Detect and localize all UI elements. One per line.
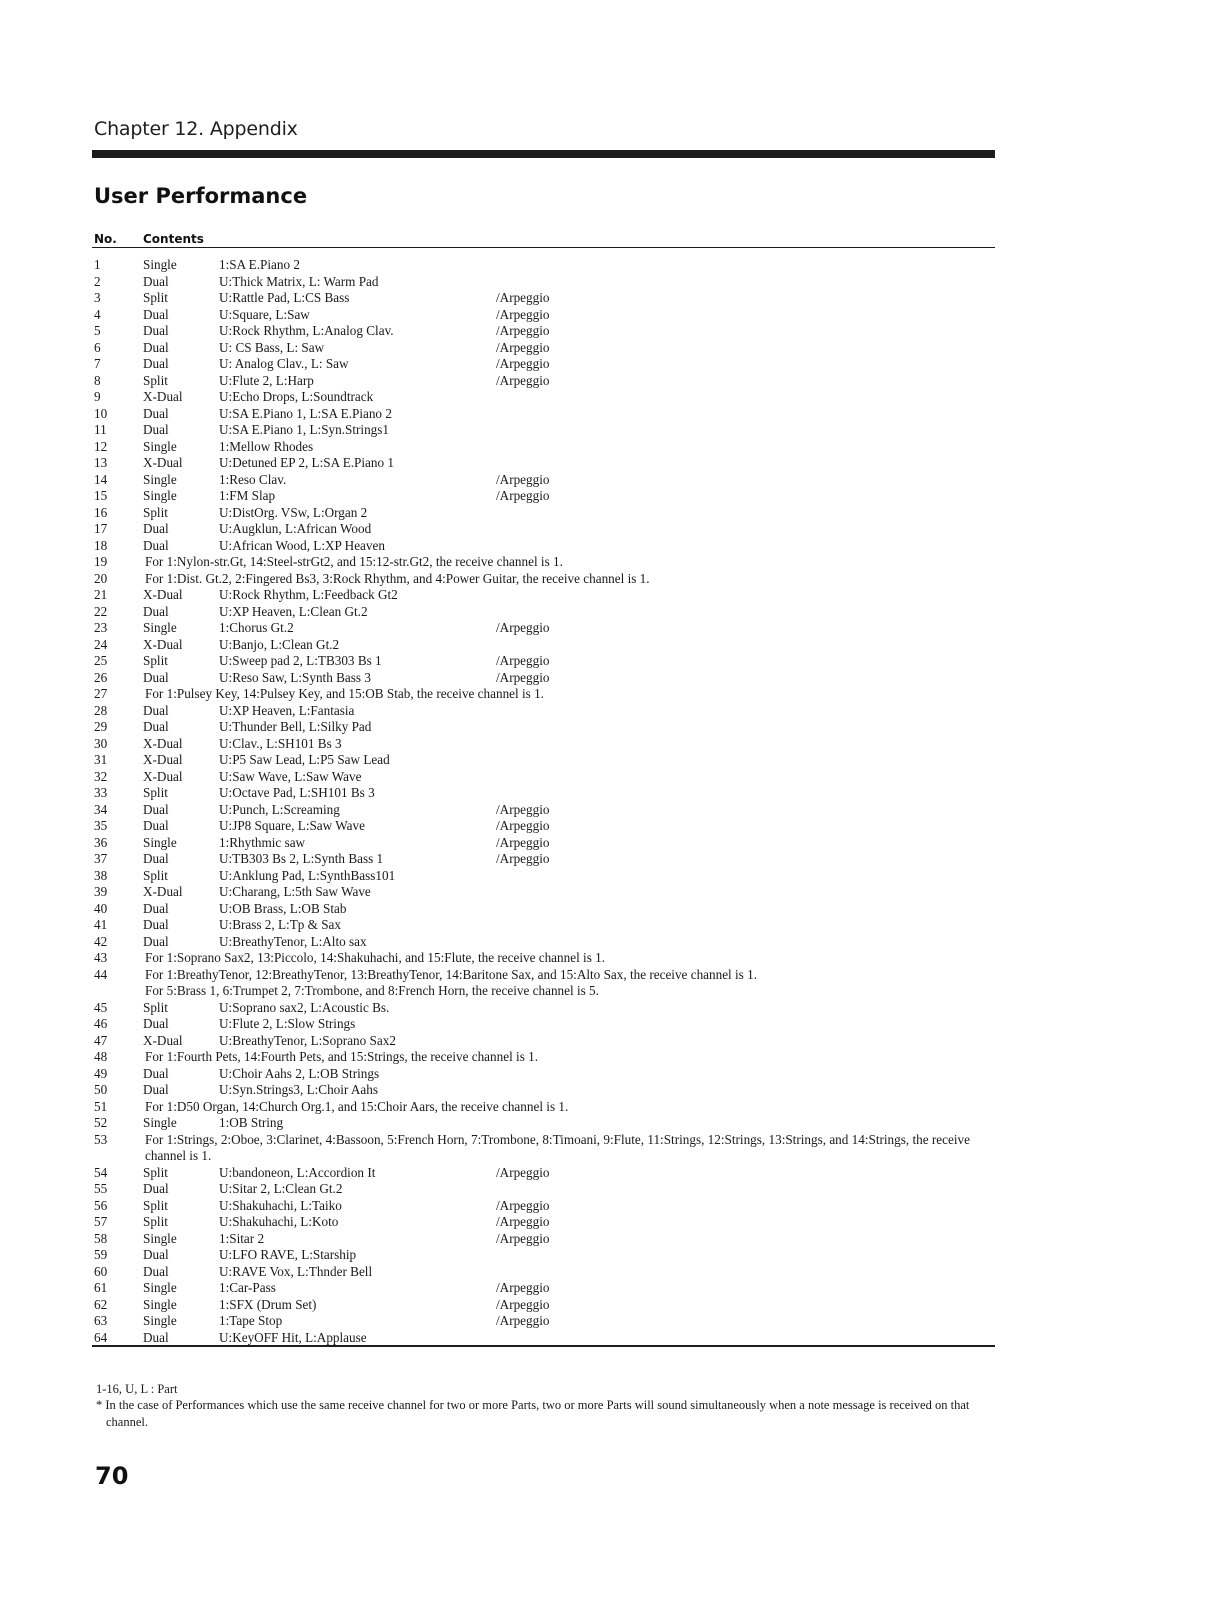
row-type: Split bbox=[143, 372, 168, 388]
row-arpeggio: /Arpeggio bbox=[496, 851, 550, 866]
row-number: 15 bbox=[94, 488, 108, 503]
row-number: 58 bbox=[94, 1230, 108, 1246]
row-type: X-Dual bbox=[143, 455, 183, 470]
table-row bbox=[94, 1049, 994, 1066]
row-parts: U:KeyOFF Hit, L:Applause bbox=[219, 1329, 367, 1345]
row-parts: U:Echo Drops, L:Soundtrack bbox=[219, 389, 374, 404]
row-arpeggio: /Arpeggio bbox=[496, 818, 550, 833]
table-row bbox=[94, 1000, 994, 1017]
row-type: Dual bbox=[143, 1181, 169, 1196]
table-row bbox=[94, 356, 994, 373]
row-parts: 1:Car-Pass bbox=[219, 1280, 276, 1295]
row-parts: U:Rock Rhythm, L:Feedback Gt2 bbox=[219, 587, 398, 602]
row-parts: U:Sweep pad 2, L:TB303 Bs 1 bbox=[219, 653, 382, 668]
table-row bbox=[94, 323, 994, 340]
row-type: Single bbox=[143, 471, 177, 487]
section-title: User Performance bbox=[94, 184, 308, 208]
row-number: 51 bbox=[94, 1098, 108, 1114]
row-type: X-Dual bbox=[143, 884, 183, 899]
row-number: 43 bbox=[94, 950, 108, 965]
row-number: 8 bbox=[94, 372, 101, 388]
row-parts: U:DistOrg. VSw, L:Organ 2 bbox=[219, 504, 368, 520]
table-row bbox=[94, 604, 994, 621]
row-type: Single bbox=[143, 1296, 177, 1312]
row-parts: U: CS Bass, L: Saw bbox=[219, 339, 325, 355]
row-type: Single bbox=[143, 1115, 177, 1130]
row-arpeggio: /Arpeggio bbox=[496, 372, 550, 388]
row-number: 1 bbox=[94, 257, 101, 272]
table-row bbox=[94, 785, 994, 802]
row-number: 36 bbox=[94, 834, 108, 850]
table-row bbox=[94, 1247, 994, 1264]
row-number: 11 bbox=[94, 422, 107, 437]
row-parts: U:African Wood, L:XP Heaven bbox=[219, 537, 385, 553]
row-parts: U:XP Heaven, L:Fantasia bbox=[219, 702, 355, 718]
table-row bbox=[94, 1165, 994, 1182]
row-type: Dual bbox=[143, 1263, 169, 1279]
table-row bbox=[94, 373, 994, 390]
row-arpeggio: /Arpeggio bbox=[496, 1164, 550, 1180]
row-parts: U:BreathyTenor, L:Soprano Sax2 bbox=[219, 1032, 396, 1048]
row-parts: U:Clav., L:SH101 Bs 3 bbox=[219, 735, 342, 751]
row-number: 52 bbox=[94, 1115, 108, 1130]
row-parts: U:JP8 Square, L:Saw Wave bbox=[219, 818, 365, 833]
row-number: 45 bbox=[94, 999, 108, 1015]
row-parts: U:Charang, L:5th Saw Wave bbox=[219, 884, 371, 899]
table-row bbox=[94, 1066, 994, 1083]
row-parts: U:Soprano sax2, L:Acoustic Bs. bbox=[219, 999, 390, 1015]
row-arpeggio: /Arpeggio bbox=[496, 356, 550, 371]
row-note: For 1:Fourth Pets, 14:Fourth Pets, and 15:Strings, the receive channel is 1. bbox=[145, 1049, 539, 1064]
table-row bbox=[94, 554, 994, 571]
row-arpeggio: /Arpeggio bbox=[496, 1197, 550, 1213]
table-row bbox=[94, 1264, 994, 1281]
row-number: 23 bbox=[94, 620, 108, 635]
row-number: 63 bbox=[94, 1313, 108, 1328]
row-type: Dual bbox=[143, 273, 169, 289]
row-type: Dual bbox=[143, 405, 169, 421]
table-row bbox=[94, 670, 994, 687]
row-parts: U:Saw Wave, L:Saw Wave bbox=[219, 768, 362, 784]
table-row bbox=[94, 769, 994, 786]
row-type: Split bbox=[143, 1197, 168, 1213]
row-parts: U:Detuned EP 2, L:SA E.Piano 1 bbox=[219, 455, 394, 470]
row-type: Split bbox=[143, 867, 168, 883]
row-parts: U:Punch, L:Screaming bbox=[219, 801, 340, 817]
row-number: 60 bbox=[94, 1263, 108, 1279]
row-parts: U:SA E.Piano 1, L:Syn.Strings1 bbox=[219, 422, 389, 437]
table-row bbox=[94, 686, 994, 703]
row-number: 16 bbox=[94, 504, 108, 520]
row-number: 28 bbox=[94, 702, 108, 718]
row-number: 33 bbox=[94, 785, 108, 800]
row-number: 6 bbox=[94, 339, 101, 355]
row-parts: U:Thick Matrix, L: Warm Pad bbox=[219, 273, 379, 289]
row-number: 4 bbox=[94, 306, 101, 322]
row-parts: U:XP Heaven, L:Clean Gt.2 bbox=[219, 603, 368, 619]
table-row bbox=[94, 1280, 994, 1297]
row-type: Dual bbox=[143, 719, 169, 734]
row-number: 19 bbox=[94, 554, 108, 569]
row-type: Single bbox=[143, 620, 177, 635]
table-row bbox=[94, 538, 994, 555]
row-parts: 1:SA E.Piano 2 bbox=[219, 257, 300, 272]
table-row bbox=[94, 884, 994, 901]
row-note: For 1:Soprano Sax2, 13:Piccolo, 14:Shakuhachi, and 15:Flute, the receive channel is 1. bbox=[145, 950, 606, 965]
row-parts: U:Choir Aahs 2, L:OB Strings bbox=[219, 1065, 380, 1081]
row-note: For 1:Pulsey Key, 14:Pulsey Key, and 15:OB Stab, the receive channel is 1. bbox=[145, 686, 544, 701]
legend: 1-16, U, L : Part bbox=[96, 1382, 178, 1396]
table-row bbox=[94, 950, 994, 967]
row-number: 44 bbox=[94, 966, 108, 982]
table-row bbox=[94, 983, 994, 1000]
row-parts: U:BreathyTenor, L:Alto sax bbox=[219, 933, 367, 949]
table-row bbox=[94, 1115, 994, 1132]
row-type: Split bbox=[143, 653, 168, 668]
row-arpeggio: /Arpeggio bbox=[496, 834, 550, 850]
row-number: 55 bbox=[94, 1181, 108, 1196]
table-row bbox=[94, 1033, 994, 1050]
row-parts: U:LFO RAVE, L:Starship bbox=[219, 1247, 357, 1262]
row-type: Dual bbox=[143, 851, 169, 866]
table-row bbox=[94, 1016, 994, 1033]
row-type: Single bbox=[143, 1313, 177, 1328]
row-parts: U:P5 Saw Lead, L:P5 Saw Lead bbox=[219, 752, 390, 767]
row-arpeggio: /Arpeggio bbox=[496, 471, 550, 487]
table-row bbox=[94, 1297, 994, 1314]
row-number: 39 bbox=[94, 884, 108, 899]
row-number: 38 bbox=[94, 867, 108, 883]
row-number: 9 bbox=[94, 389, 101, 404]
row-number: 5 bbox=[94, 323, 101, 338]
row-parts: U:Flute 2, L:Slow Strings bbox=[219, 1016, 356, 1031]
row-number: 59 bbox=[94, 1247, 108, 1262]
row-note: For 1:Nylon-str.Gt, 14:Steel-strGt2, and 15:12-str.Gt2, the receive channel is 1. bbox=[145, 554, 563, 569]
table-row bbox=[94, 1181, 994, 1198]
row-parts: 1:OB String bbox=[219, 1115, 284, 1130]
row-number: 37 bbox=[94, 851, 108, 866]
row-number: 34 bbox=[94, 801, 108, 817]
table-row bbox=[94, 340, 994, 357]
row-type: Dual bbox=[143, 917, 169, 932]
row-parts: U:Brass 2, L:Tp & Sax bbox=[219, 917, 341, 932]
table-row bbox=[94, 290, 994, 307]
row-number: 31 bbox=[94, 752, 108, 767]
row-note: For 5:Brass 1, 6:Trumpet 2, 7:Trombone, and 8:French Horn, the receive channel is 5. bbox=[145, 983, 599, 998]
row-number: 30 bbox=[94, 735, 108, 751]
table-row bbox=[94, 472, 994, 489]
row-type: Single bbox=[143, 834, 177, 850]
row-number: 14 bbox=[94, 471, 108, 487]
row-type: Single bbox=[143, 1230, 177, 1246]
row-type: X-Dual bbox=[143, 636, 183, 652]
row-note: For 1:BreathyTenor, 12:BreathyTenor, 13:BreathyTenor, 14:Baritone Sax, and 15:Alto Sax, the receive channel is 1. bbox=[145, 966, 757, 982]
row-number: 57 bbox=[94, 1214, 108, 1229]
row-parts: U: Analog Clav., L: Saw bbox=[219, 356, 349, 371]
row-arpeggio: /Arpeggio bbox=[496, 339, 550, 355]
row-arpeggio: /Arpeggio bbox=[496, 290, 550, 305]
table-row bbox=[94, 1231, 994, 1248]
column-header-no: No. bbox=[94, 232, 117, 246]
row-number: 25 bbox=[94, 653, 108, 668]
row-type: Single bbox=[143, 438, 177, 454]
row-parts: 1:FM Slap bbox=[219, 488, 276, 503]
column-header-contents: Contents bbox=[143, 232, 204, 246]
table-row bbox=[94, 752, 994, 769]
table-row bbox=[94, 653, 994, 670]
row-type: Split bbox=[143, 999, 168, 1015]
table-row bbox=[94, 620, 994, 637]
row-note: For 1:D50 Organ, 14:Church Org.1, and 15:Choir Aars, the receive channel is 1. bbox=[145, 1098, 569, 1114]
row-number: 41 bbox=[94, 917, 108, 932]
row-number: 10 bbox=[94, 405, 108, 421]
row-parts: U:bandoneon, L:Accordion It bbox=[219, 1164, 376, 1180]
row-number: 13 bbox=[94, 455, 108, 470]
table-row bbox=[94, 455, 994, 472]
row-type: Dual bbox=[143, 1065, 169, 1081]
row-number: 29 bbox=[94, 719, 108, 734]
row-number: 46 bbox=[94, 1016, 108, 1031]
table-row bbox=[94, 1214, 994, 1231]
row-arpeggio: /Arpeggio bbox=[496, 620, 550, 635]
row-type: Split bbox=[143, 1214, 168, 1229]
row-number: 2 bbox=[94, 273, 101, 289]
row-parts: U:Anklung Pad, L:SynthBass101 bbox=[219, 867, 396, 883]
row-parts: U:OB Brass, L:OB Stab bbox=[219, 900, 347, 916]
row-type: Dual bbox=[143, 422, 169, 437]
row-type: Dual bbox=[143, 521, 169, 536]
table-row bbox=[94, 719, 994, 736]
row-type: Dual bbox=[143, 1329, 169, 1345]
row-parts: 1:Rhythmic saw bbox=[219, 834, 306, 850]
table-row bbox=[94, 1198, 994, 1215]
table-row bbox=[94, 1082, 994, 1099]
row-type: Split bbox=[143, 290, 168, 305]
row-type: Dual bbox=[143, 356, 169, 371]
row-number: 42 bbox=[94, 933, 108, 949]
row-number: 61 bbox=[94, 1280, 108, 1295]
row-parts: U:SA E.Piano 1, L:SA E.Piano 2 bbox=[219, 405, 392, 421]
row-parts: U:Flute 2, L:Harp bbox=[219, 372, 314, 388]
row-parts: 1:Mellow Rhodes bbox=[219, 438, 314, 454]
row-parts: U:Syn.Strings3, L:Choir Aahs bbox=[219, 1082, 378, 1097]
row-number: 27 bbox=[94, 686, 108, 701]
row-type: Dual bbox=[143, 1247, 169, 1262]
row-type: Dual bbox=[143, 669, 169, 685]
table-row bbox=[94, 406, 994, 423]
row-type: Dual bbox=[143, 306, 169, 322]
table-row bbox=[94, 851, 994, 868]
table-row bbox=[94, 587, 994, 604]
row-parts: U:Rattle Pad, L:CS Bass bbox=[219, 290, 350, 305]
row-parts: U:Sitar 2, L:Clean Gt.2 bbox=[219, 1181, 343, 1196]
row-parts: 1:Reso Clav. bbox=[219, 471, 287, 487]
row-type: Single bbox=[143, 257, 177, 272]
row-type: X-Dual bbox=[143, 752, 183, 767]
row-number: 18 bbox=[94, 537, 108, 553]
row-arpeggio: /Arpeggio bbox=[496, 323, 550, 338]
table-row bbox=[94, 439, 994, 456]
header-rule bbox=[92, 247, 995, 248]
row-parts: U:Octave Pad, L:SH101 Bs 3 bbox=[219, 785, 375, 800]
row-number: 12 bbox=[94, 438, 108, 454]
row-parts: U:Banjo, L:Clean Gt.2 bbox=[219, 636, 340, 652]
row-arpeggio: /Arpeggio bbox=[496, 1230, 550, 1246]
row-parts: U:Augklun, L:African Wood bbox=[219, 521, 372, 536]
row-arpeggio: /Arpeggio bbox=[496, 306, 550, 322]
row-arpeggio: /Arpeggio bbox=[496, 488, 550, 503]
row-arpeggio: /Arpeggio bbox=[496, 669, 550, 685]
table-row bbox=[94, 505, 994, 522]
row-number: 48 bbox=[94, 1049, 108, 1064]
row-number: 50 bbox=[94, 1082, 108, 1097]
row-type: Dual bbox=[143, 537, 169, 553]
row-arpeggio: /Arpeggio bbox=[496, 1296, 550, 1312]
row-arpeggio: /Arpeggio bbox=[496, 1313, 550, 1328]
table-row bbox=[94, 917, 994, 934]
row-number: 20 bbox=[94, 570, 108, 586]
row-type: Dual bbox=[143, 1082, 169, 1097]
table-row bbox=[94, 488, 994, 505]
row-type: Dual bbox=[143, 818, 169, 833]
row-number: 62 bbox=[94, 1296, 108, 1312]
row-note: For 1:Dist. Gt.2, 2:Fingered Bs3, 3:Rock Rhythm, and 4:Power Guitar, the receive channel is 1. bbox=[145, 570, 650, 586]
row-type: Dual bbox=[143, 933, 169, 949]
row-type: Split bbox=[143, 1164, 168, 1180]
row-type: X-Dual bbox=[143, 389, 183, 404]
row-parts: 1:Sitar 2 bbox=[219, 1230, 265, 1246]
row-number: 7 bbox=[94, 356, 101, 371]
row-number: 56 bbox=[94, 1197, 108, 1213]
table-row bbox=[94, 934, 994, 951]
table-row bbox=[94, 521, 994, 538]
table-row bbox=[94, 1132, 994, 1165]
row-type: X-Dual bbox=[143, 768, 183, 784]
table-row bbox=[94, 422, 994, 439]
row-note: For 1:Strings, 2:Oboe, 3:Clarinet, 4:Bassoon, 5:French Horn, 7:Trombone, 8:Timoani, 9:Flute, 11:Strings, 12:Strings, 13:Strings, and 14:Strings, the receive channel is 1. bbox=[145, 1131, 970, 1163]
row-arpeggio: /Arpeggio bbox=[496, 653, 550, 668]
table-row bbox=[94, 1330, 994, 1347]
chapter-rule bbox=[92, 150, 995, 158]
row-type: Dual bbox=[143, 801, 169, 817]
page-number: 70 bbox=[95, 1462, 129, 1490]
row-parts: 1:Tape Stop bbox=[219, 1313, 283, 1328]
table-row bbox=[94, 1313, 994, 1330]
row-number: 54 bbox=[94, 1164, 108, 1180]
row-type: Dual bbox=[143, 702, 169, 718]
table-row bbox=[94, 257, 994, 274]
row-type: Single bbox=[143, 488, 177, 503]
row-type: Dual bbox=[143, 1016, 169, 1031]
table-bottom-rule bbox=[92, 1345, 995, 1347]
row-number: 3 bbox=[94, 290, 101, 305]
row-arpeggio: /Arpeggio bbox=[496, 1214, 550, 1229]
row-parts: 1:SFX (Drum Set) bbox=[219, 1296, 317, 1312]
row-number: 22 bbox=[94, 603, 108, 619]
row-type: Split bbox=[143, 504, 168, 520]
table-row bbox=[94, 571, 994, 588]
table-row bbox=[94, 389, 994, 406]
row-type: Dual bbox=[143, 339, 169, 355]
row-number: 53 bbox=[94, 1131, 108, 1147]
table-row bbox=[94, 835, 994, 852]
row-number: 64 bbox=[94, 1329, 108, 1345]
row-type: X-Dual bbox=[143, 1032, 183, 1048]
row-parts: U:Shakuhachi, L:Koto bbox=[219, 1214, 339, 1229]
row-number: 35 bbox=[94, 818, 108, 833]
row-type: Dual bbox=[143, 323, 169, 338]
row-parts: 1:Chorus Gt.2 bbox=[219, 620, 294, 635]
table-row bbox=[94, 637, 994, 654]
row-type: Single bbox=[143, 1280, 177, 1295]
row-parts: U:TB303 Bs 2, L:Synth Bass 1 bbox=[219, 851, 384, 866]
row-parts: U:Reso Saw, L:Synth Bass 3 bbox=[219, 669, 371, 685]
performance-table bbox=[94, 257, 994, 1346]
row-type: X-Dual bbox=[143, 587, 183, 602]
table-row bbox=[94, 818, 994, 835]
row-number: 49 bbox=[94, 1065, 108, 1081]
row-number: 24 bbox=[94, 636, 108, 652]
table-row bbox=[94, 736, 994, 753]
row-number: 21 bbox=[94, 587, 108, 602]
table-row bbox=[94, 1099, 994, 1116]
row-number: 47 bbox=[94, 1032, 108, 1048]
table-row bbox=[94, 802, 994, 819]
table-row bbox=[94, 703, 994, 720]
row-type: Dual bbox=[143, 603, 169, 619]
row-arpeggio: /Arpeggio bbox=[496, 1280, 550, 1295]
row-arpeggio: /Arpeggio bbox=[496, 801, 550, 817]
row-number: 17 bbox=[94, 521, 108, 536]
row-parts: U:RAVE Vox, L:Thnder Bell bbox=[219, 1263, 373, 1279]
row-parts: U:Rock Rhythm, L:Analog Clav. bbox=[219, 323, 394, 338]
row-parts: U:Shakuhachi, L:Taiko bbox=[219, 1197, 342, 1213]
table-row bbox=[94, 307, 994, 324]
row-type: Split bbox=[143, 785, 168, 800]
row-parts: U:Thunder Bell, L:Silky Pad bbox=[219, 719, 372, 734]
table-row bbox=[94, 868, 994, 885]
row-parts: U:Square, L:Saw bbox=[219, 306, 310, 322]
row-type: X-Dual bbox=[143, 735, 183, 751]
row-number: 40 bbox=[94, 900, 108, 916]
row-number: 26 bbox=[94, 669, 108, 685]
table-row bbox=[94, 274, 994, 291]
table-row bbox=[94, 901, 994, 918]
chapter-header: Chapter 12. Appendix bbox=[94, 118, 298, 140]
table-row bbox=[94, 967, 994, 984]
row-type: Dual bbox=[143, 900, 169, 916]
footnote: * In the case of Performances which use the same receive channel for two or more Parts, two or more Parts will sound simultaneously when a note message is received on that channel. bbox=[96, 1398, 970, 1429]
row-number: 32 bbox=[94, 768, 108, 784]
